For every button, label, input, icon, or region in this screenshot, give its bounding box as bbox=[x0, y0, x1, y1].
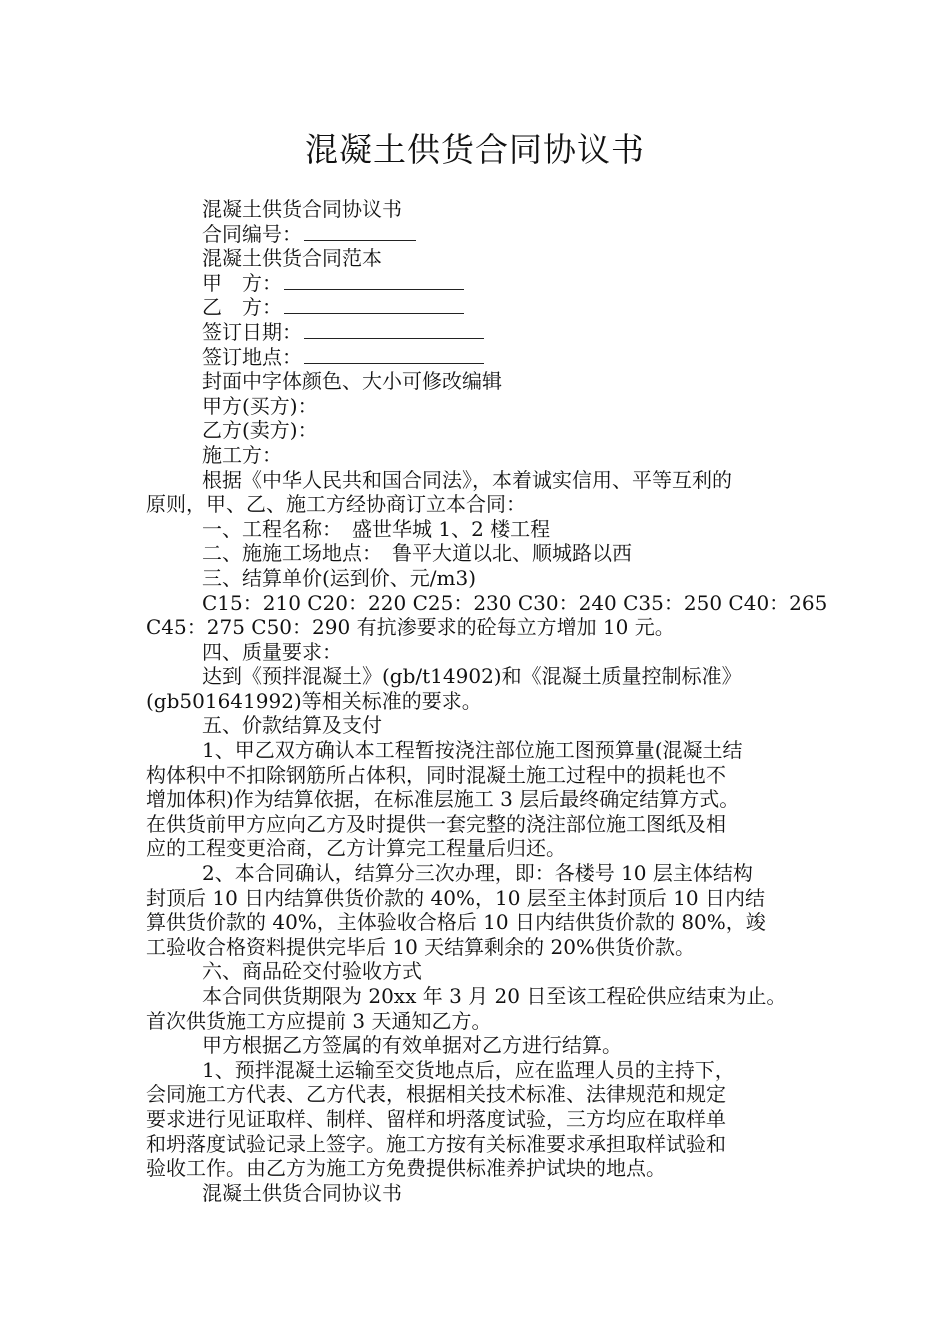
line-text: 原则，甲、乙、施工方经协商订立本合同： bbox=[146, 492, 526, 517]
document-line bbox=[146, 861, 820, 886]
line-text: C45：275 C50：290 有抗渗要求的砼每立方增加 10 元。 bbox=[146, 615, 675, 640]
line-text: 工验收合格资料提供完毕后 10 天结算剩余的 20%供货价款。 bbox=[146, 934, 695, 959]
fill-in-blank bbox=[284, 271, 464, 290]
document-line bbox=[146, 615, 820, 640]
fill-in-blank bbox=[304, 320, 484, 339]
line-text: 首次供货施工方应提前 3 天通知乙方。 bbox=[146, 1008, 492, 1033]
document-line bbox=[146, 689, 820, 714]
line-text: 签订地点： bbox=[202, 344, 302, 369]
line-text: 六、商品砼交付验收方式 bbox=[202, 959, 422, 984]
line-text: 甲方(买方)： bbox=[202, 393, 318, 418]
document-line bbox=[146, 418, 820, 443]
line-text: 验收工作。由乙方为施工方免费提供标准养护试块的地点。 bbox=[146, 1156, 666, 1181]
line-text: (gb501641992)等相关标准的要求。 bbox=[146, 688, 482, 713]
document-line bbox=[146, 935, 820, 960]
line-text: 四、质量要求： bbox=[202, 639, 342, 664]
document-line bbox=[146, 763, 820, 788]
line-text: 在供货前甲方应向乙方及时提供一套完整的浇注部位施工图纸及相 bbox=[146, 811, 726, 836]
line-text: 甲 方： bbox=[202, 270, 282, 295]
document-line bbox=[146, 910, 820, 935]
document-line bbox=[146, 1033, 820, 1058]
document-line bbox=[146, 984, 820, 1009]
document-body bbox=[146, 197, 828, 1205]
line-text: 二、施施工场地点： 鲁平大道以北、顺城路以西 bbox=[202, 541, 632, 566]
document-line bbox=[146, 345, 820, 370]
document-line bbox=[146, 271, 820, 296]
document-line bbox=[146, 787, 820, 812]
line-text: 施工方： bbox=[202, 442, 282, 467]
line-text: 混凝土供货合同协议书 bbox=[202, 197, 402, 221]
document-line bbox=[146, 295, 820, 320]
line-text: 根据《中华人民共和国合同法》，本着诚实信用、平等互利的 bbox=[202, 467, 732, 492]
fill-in-blank bbox=[304, 222, 416, 241]
document-line bbox=[146, 1009, 820, 1034]
document-line bbox=[146, 1082, 820, 1107]
fill-in-blank bbox=[284, 295, 464, 314]
document-line bbox=[146, 222, 820, 247]
document-line bbox=[146, 836, 820, 861]
line-text: 混凝土供货合同范本 bbox=[202, 246, 382, 271]
line-text: 一、工程名称： 盛世华城 1、2 楼工程 bbox=[202, 516, 551, 541]
document-line bbox=[146, 1132, 820, 1157]
document-line bbox=[146, 1058, 820, 1083]
document-line bbox=[146, 959, 820, 984]
line-text: 三、结算单价(运到价、元/m3) bbox=[202, 565, 477, 590]
line-text: 要求进行见证取样、制样、留样和坍落度试验，三方均应在取样单 bbox=[146, 1106, 726, 1131]
line-text: 算供货价款的 40%，主体验收合格后 10 日内结供货价款的 80%，竣 bbox=[146, 910, 766, 935]
line-text: 封顶后 10 日内结算供货价款的 40%，10 层至主体封顶后 10 日内结 bbox=[146, 885, 765, 910]
line-text: 和坍落度试验记录上签字。施工方按有关标准要求承担取样试验和 bbox=[146, 1131, 726, 1156]
document-line bbox=[146, 812, 820, 837]
document-line bbox=[146, 394, 820, 419]
fill-in-blank bbox=[304, 345, 484, 364]
document-line bbox=[146, 541, 820, 566]
line-text: 混凝土供货合同协议书 bbox=[202, 1180, 402, 1205]
line-text: 封面中字体颜色、大小可修改编辑 bbox=[202, 369, 502, 394]
line-text: 应的工程变更洽商，乙方计算完工程量后归还。 bbox=[146, 836, 566, 861]
document-line bbox=[146, 197, 820, 222]
line-text: 构体积中不扣除钢筋所占体积，同时混凝土施工过程中的损耗也不 bbox=[146, 762, 726, 787]
line-text: 乙 方： bbox=[202, 295, 282, 320]
document-title: 混凝土供货合同协议书 bbox=[305, 130, 645, 169]
line-text: 1、预拌混凝土运输至交货地点后，应在监理人员的主持下， bbox=[202, 1057, 735, 1082]
document-line bbox=[146, 443, 820, 468]
line-text: C15：210 C20：220 C25：230 C30：240 C35：250 C40：265 bbox=[202, 590, 828, 615]
line-text: 甲方根据乙方签属的有效单据对乙方进行结算。 bbox=[202, 1033, 622, 1058]
line-text: 达到《预拌混凝土》(gb/t14902)和《混凝土质量控制标准》 bbox=[202, 664, 742, 689]
document-line bbox=[146, 1181, 820, 1206]
document-line bbox=[146, 320, 820, 345]
line-text: 签订日期： bbox=[202, 319, 302, 344]
document-line bbox=[146, 517, 820, 542]
document-line bbox=[146, 369, 820, 394]
document-line bbox=[146, 886, 820, 911]
document-line bbox=[146, 492, 820, 517]
document-line bbox=[146, 468, 820, 493]
document-line bbox=[146, 713, 820, 738]
line-text: 2、本合同确认，结算分三次办理，即：各楼号 10 层主体结构 bbox=[202, 861, 753, 886]
document-line bbox=[146, 1107, 820, 1132]
line-text: 乙方(卖方)： bbox=[202, 418, 318, 443]
line-text: 本合同供货期限为 20xx 年 3 月 20 日至该工程砼供应结束为止。 bbox=[202, 984, 787, 1008]
line-text: 会同施工方代表、乙方代表，根据相关技术标准、法律规范和规定 bbox=[146, 1082, 726, 1107]
document-line bbox=[146, 640, 820, 665]
document-line bbox=[146, 664, 820, 689]
document-line bbox=[146, 590, 828, 616]
line-text: 合同编号： bbox=[202, 221, 302, 246]
document-line bbox=[146, 246, 820, 271]
document-line bbox=[146, 1156, 820, 1181]
line-text: 1、甲乙双方确认本工程暂按浇注部位施工图预算量(混凝土结 bbox=[202, 738, 743, 763]
document-line bbox=[146, 566, 820, 591]
document-line bbox=[146, 738, 820, 763]
line-text: 增加体积)作为结算依据，在标准层施工 3 层后最终确定结算方式。 bbox=[146, 787, 740, 812]
line-text: 五、价款结算及支付 bbox=[202, 713, 382, 738]
